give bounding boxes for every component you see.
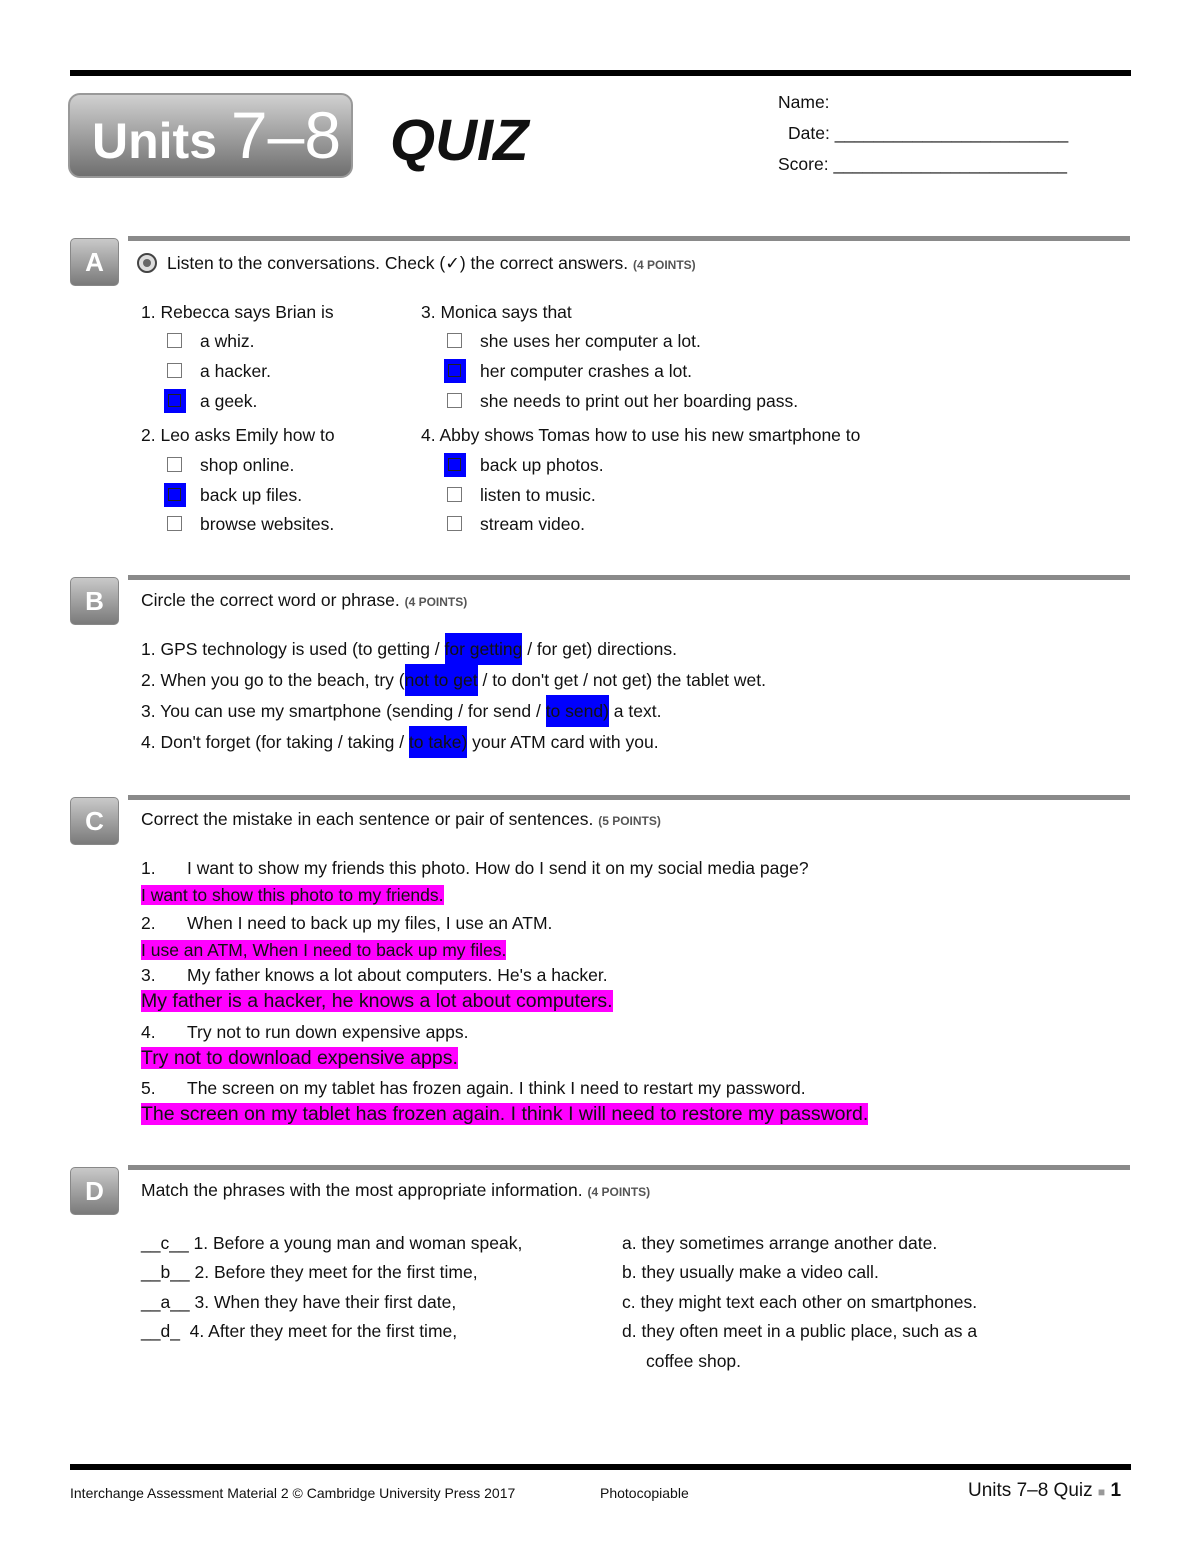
score-label: Score: [778,154,829,174]
answer-checkbox[interactable] [447,516,462,531]
page-number: 1 [1110,1480,1122,1501]
match-option: a. they sometimes arrange another date. [622,1233,938,1253]
answer-checkbox[interactable] [447,333,462,348]
points-label: (4 POINTS) [633,258,696,272]
sentence-text: 2. When you go to the beach, try ( [141,670,405,690]
instruction-text: Correct the mistake in each sentence or pair of sentences. [141,809,594,829]
item-number: 4. [141,1022,156,1042]
top-rule [70,70,1131,76]
match-option: coffee shop. [646,1351,742,1371]
sentence-text: 1. GPS technology is used (to getting / [141,639,445,659]
sentence-text: / to don't get / not get) the tablet wet. [477,670,766,690]
name-label: Name: [778,92,830,112]
footer-photocopiable: Photocopiable [600,1485,689,1501]
page-label: Units 7–8 Quiz [968,1480,1093,1501]
option-text: shop online. [200,455,295,475]
item-sentence: My father knows a lot about computers. He's a hacker. [187,965,608,985]
circled-answer[interactable]: to take) [409,726,467,758]
footer-rule [70,1464,1131,1470]
answer-checkbox[interactable] [447,487,462,502]
section-a-bar [128,236,1130,241]
match-phrase: __a__ 3. When they have their first date, [141,1292,457,1312]
match-option: c. they might text each other on smartphones. [622,1292,978,1312]
answer-text: Try not to download expensive apps. [141,1047,458,1069]
section-a-badge: A [70,238,119,286]
section-c-bar [128,795,1130,800]
section-b-badge: B [70,577,119,625]
answer-text: The screen on my tablet has frozen again. I think I will need to restore my password. [141,1103,869,1125]
section-c-badge: C [70,797,119,845]
section-c-instruction [141,808,661,832]
option-text: her computer crashes a lot. [480,361,693,381]
option-text: she needs to print out her boarding pass. [480,391,799,411]
section-d-instruction [141,1179,650,1203]
answer-text: I use an ATM, When I need to back up my files. [141,940,507,960]
audio-cd-icon [137,253,157,273]
score-blank: ________________________ [833,154,1068,174]
answer-checkbox[interactable] [447,393,462,408]
footer-copyright: Interchange Assessment Material 2 © Cambridge University Press 2017 [70,1485,516,1501]
item-number: 2. [141,913,156,933]
sentence-text: a text. [608,701,662,721]
sentence-text: / for get) directions. [522,639,677,659]
units-badge [68,93,353,178]
question-text: 3. Monica says that [421,302,572,322]
sentence-row [141,700,661,722]
match-phrase: __b__ 2. Before they meet for the first time, [141,1262,478,1282]
item-sentence: I want to show my friends this photo. How do I send it on my social media page? [187,858,809,878]
option-text: a whiz. [200,331,255,351]
answer-checkbox[interactable] [444,359,466,383]
instruction-text: Match the phrases with the most appropriate information. [141,1180,583,1200]
points-label: (4 POINTS) [404,595,468,609]
question-text: 2. Leo asks Emily how to [141,425,335,445]
sentence-row [141,731,659,753]
section-d-badge: D [70,1167,119,1215]
units-range: 7–8 [230,98,342,172]
answer-checkbox[interactable] [164,483,186,507]
item-number: 3. [141,965,156,985]
date-field[interactable] [788,122,1068,144]
corrected-answer [141,1047,458,1069]
circled-answer[interactable]: for getting [445,633,523,665]
date-label: Date: [788,123,830,143]
answer-checkbox[interactable] [164,389,186,413]
match-phrase: __d_ 4. After they meet for the first time, [141,1321,458,1341]
item-sentence: When I need to back up my files, I use an ATM. [187,913,553,933]
match-option: b. they usually make a video call. [622,1262,879,1282]
item-number: 1. [141,858,156,878]
option-text: back up photos. [480,455,604,475]
option-text: a hacker. [200,361,272,381]
sentence-text: your ATM card with you. [467,732,659,752]
option-text: she uses her computer a lot. [480,331,701,351]
answer-checkbox[interactable] [444,453,466,477]
answer-checkbox[interactable] [167,516,182,531]
sentence-row [141,638,677,660]
section-a-instruction [137,252,696,276]
sentence-row [141,669,766,691]
corrected-answer [141,1103,868,1125]
item-sentence: The screen on my tablet has frozen again. I think I need to restart my password. [187,1078,806,1098]
bullet-icon: ■ [1097,1485,1106,1499]
section-b-instruction [141,589,467,613]
circled-answer[interactable]: not to get [405,664,478,696]
section-d-bar [128,1165,1130,1170]
points-label: (4 POINTS) [587,1185,651,1199]
item-number: 5. [141,1078,156,1098]
match-phrase: __c__ 1. Before a young man and woman speak, [141,1233,523,1253]
date-blank: ________________________ [834,123,1069,143]
sentence-text: 3. You can use my smartphone (sending / for send / [141,701,546,721]
section-b-bar [128,575,1130,580]
corrected-answer [141,990,613,1012]
units-label: Units [92,113,217,169]
points-label: (5 POINTS) [598,814,661,828]
score-field[interactable] [778,153,1067,175]
answer-text: My father is a hacker, he knows a lot about computers. [141,990,613,1012]
item-sentence: Try not to run down expensive apps. [187,1022,469,1042]
question-text: 1. Rebecca says Brian is [141,302,334,322]
footer-page [968,1480,1121,1503]
answer-checkbox[interactable] [167,333,182,348]
option-text: back up files. [200,485,303,505]
match-option: d. they often meet in a public place, such as a [622,1321,978,1341]
corrected-answer [141,939,506,961]
sentence-text: 4. Don't forget (for taking / taking / [141,732,409,752]
circled-answer[interactable]: to send) [546,695,609,727]
corrected-answer [141,884,444,906]
option-text: listen to music. [480,485,596,505]
answer-checkbox[interactable] [167,363,182,378]
instruction-text: Circle the correct word or phrase. [141,590,400,610]
answer-text: I want to show this photo to my friends. [141,885,444,905]
question-text: 4. Abby shows Tomas how to use his new smartphone to [421,425,861,445]
answer-checkbox[interactable] [167,457,182,472]
option-text: a geek. [200,391,258,411]
instruction-text: Listen to the conversations. Check (✓) the correct answers. [167,253,629,273]
option-text: browse websites. [200,514,335,534]
option-text: stream video. [480,514,586,534]
quiz-title: QUIZ [390,108,529,173]
